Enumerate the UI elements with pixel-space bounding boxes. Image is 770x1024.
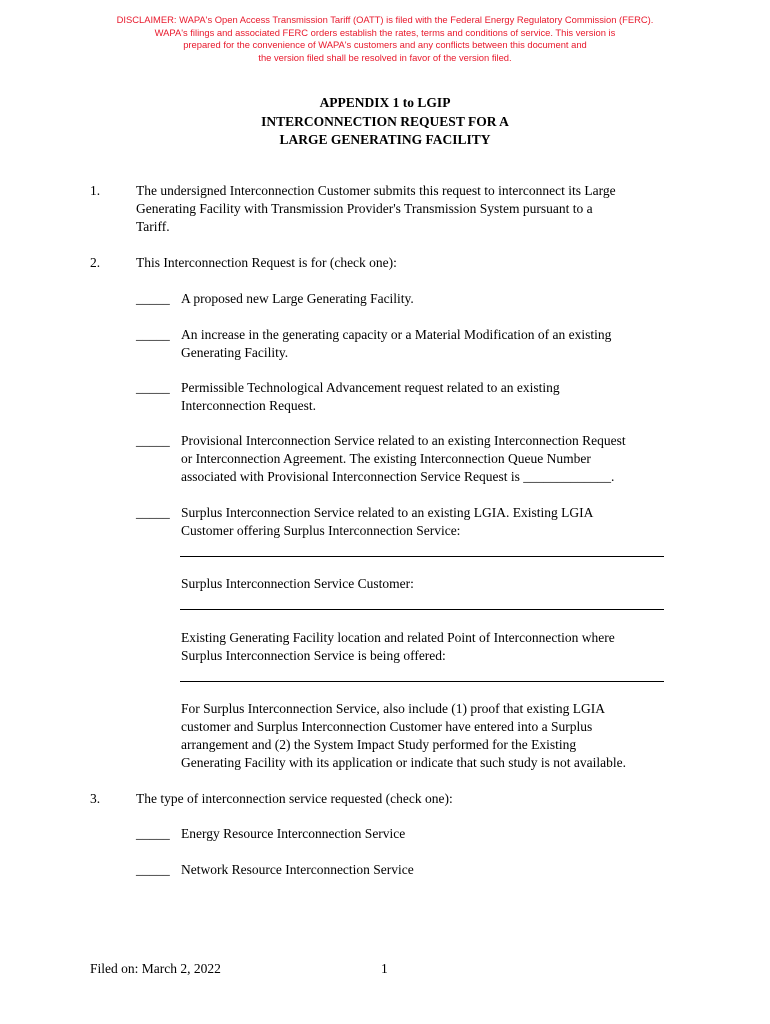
option-label: Provisional Interconnection Service related to an existing Interconnection Request	[181, 433, 626, 448]
page-number: 1	[381, 961, 388, 976]
option-label: Customer offering Surplus Interconnection Service:	[181, 523, 461, 538]
location-label-line: Surplus Interconnection Service is being offered:	[181, 648, 446, 663]
surplus-note-line: Generating Facility with its application or indicate that such study is not available.	[181, 755, 627, 770]
surplus-customer-input-line[interactable]	[180, 609, 664, 610]
option-label: Energy Resource Interconnection Service	[181, 826, 406, 841]
disclaimer-line: the version filed shall be resolved in favor of the version filed.	[258, 51, 512, 63]
option-label: Generating Facility.	[181, 345, 289, 360]
checkbox-blank-tech-advancement[interactable]: _____	[136, 380, 170, 395]
option-label: Interconnection Request.	[181, 398, 316, 413]
item-1-text-line: Generating Facility with Transmission Provider's Transmission System pursuant to a	[136, 201, 593, 216]
checkbox-blank-capacity-increase[interactable]: _____	[136, 327, 170, 342]
checkbox-blank-energy-resource[interactable]: _____	[136, 826, 170, 841]
surplus-customer-label: Surplus Interconnection Service Customer:	[181, 576, 414, 591]
filed-date: Filed on: March 2, 2022	[90, 961, 221, 976]
document-title	[0, 94, 770, 150]
checkbox-blank-provisional-service[interactable]: _____	[136, 433, 170, 448]
disclaimer	[60, 14, 710, 64]
item-2-text: This Interconnection Request is for (check one):	[136, 255, 397, 270]
surplus-note-line: arrangement and (2) the System Impact Study performed for the Existing	[181, 737, 577, 752]
disclaimer-line: WAPA's filings and associated FERC orders establish the rates, terms and conditions of service. This version is	[154, 26, 616, 38]
option-label: associated with Provisional Interconnection Service Request is _____________.	[181, 469, 615, 484]
location-input-line[interactable]	[180, 681, 664, 682]
surplus-note-line: For Surplus Interconnection Service, also include (1) proof that existing LGIA	[181, 701, 606, 716]
item-1-text-line: Tariff.	[136, 219, 170, 234]
disclaimer-line: prepared for the convenience of WAPA's customers and any conflicts between this document and	[183, 39, 587, 51]
title-line: LARGE GENERATING FACILITY	[279, 132, 491, 147]
item-3-number: 3.	[90, 791, 101, 806]
disclaimer-line: DISCLAIMER: WAPA's Open Access Transmission Tariff (OATT) is filed with the Federal Energy Regulatory Commission (FERC).	[116, 14, 654, 25]
item-1-number: 1.	[90, 183, 101, 198]
surplus-note-line: customer and Surplus Interconnection Customer have entered into a Surplus	[181, 719, 593, 734]
title-line: INTERCONNECTION REQUEST FOR A	[261, 113, 509, 129]
checkbox-blank-network-resource[interactable]: _____	[136, 862, 170, 877]
option-label: A proposed new Large Generating Facility.	[181, 291, 414, 306]
option-label: Surplus Interconnection Service related to an existing LGIA. Existing LGIA	[181, 505, 594, 520]
title-line: APPENDIX 1 to LGIP	[319, 95, 451, 110]
option-label: Network Resource Interconnection Service	[181, 862, 414, 877]
location-label-line: Existing Generating Facility location and related Point of Interconnection where	[181, 630, 615, 645]
option-label: or Interconnection Agreement. The existing Interconnection Queue Number	[181, 451, 591, 466]
item-1-text-line: The undersigned Interconnection Customer submits this request to interconnect its Large	[136, 183, 616, 198]
item-3-text: The type of interconnection service requested (check one):	[136, 791, 453, 806]
option-label: Permissible Technological Advancement request related to an existing	[181, 380, 560, 395]
checkbox-blank-surplus-service[interactable]: _____	[136, 505, 170, 520]
lgia-customer-input-line[interactable]	[180, 556, 664, 557]
option-label: An increase in the generating capacity or a Material Modification of an existing	[181, 327, 612, 342]
item-2-number: 2.	[90, 255, 101, 270]
checkbox-blank-new-facility[interactable]: _____	[136, 291, 170, 306]
